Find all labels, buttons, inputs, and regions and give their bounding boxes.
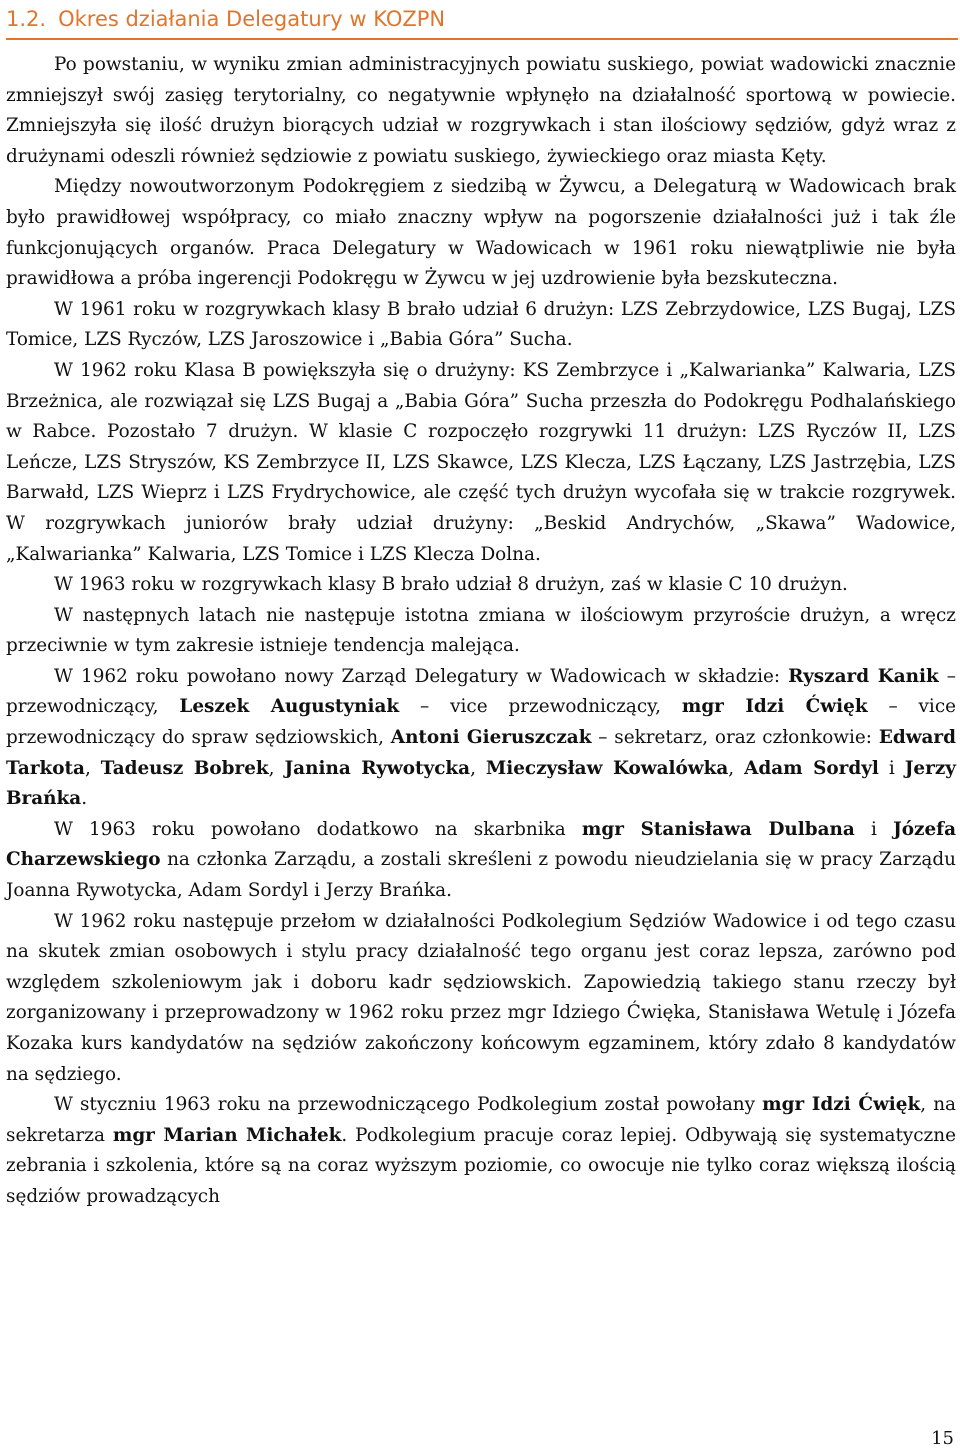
- bold-name: Ryszard Kanik: [788, 665, 939, 687]
- section-heading: [6, 4, 958, 40]
- bold-name: Tadeusz Bobrek: [100, 757, 269, 779]
- section-number: 1.2.: [6, 7, 47, 31]
- bold-name: Antoni Gieruszczak: [390, 727, 592, 749]
- paragraph: [6, 570, 956, 601]
- bold-name: Edward Tarkota: [6, 727, 956, 779]
- paragraph: [6, 815, 956, 907]
- bold-name: Józefa Charzewskiego: [6, 818, 957, 871]
- section-title: Okres działania Delegatury w KOZPN: [58, 7, 446, 31]
- text-run: . Podkolegium pracuje coraz lepiej. Odbywają się systematyczne zebrania i szkolenia, które są na coraz wyższym poziomie, co owocuje nie tylko coraz większą ilością sędziów prowadzących: [6, 1124, 956, 1207]
- paragraph: [6, 295, 956, 356]
- bold-name: mgr Idzi Ćwięk: [762, 1094, 921, 1116]
- text-run: Między nowoutworzonym Podokręgiem z siedzibą w Żywcu, a Delegaturą w Wadowicach brak było prawidłowej współpracy, co miało znaczny wpływ na pogorszenie działalności już i tak źle funkcjonujących organów. Praca Delegatury w Wadowicach w 1961 roku niewątpliwie nie była prawidłowa a próba ingerencji Podokręgu w Żywcu w jej uzdrowienie była bezskuteczna.: [6, 176, 956, 290]
- text-run: – vice przewodniczący,: [399, 696, 682, 718]
- page-number: 15: [931, 1428, 954, 1449]
- text-run: W 1961 roku w rozgrywkach klasy B brało udział 6 drużyn: LZS Zebrzydowice, LZS Bugaj, LZS Tomice, LZS Ryczów, LZS Jaroszowice i „Babia Góra” Sucha.: [6, 298, 956, 351]
- text-run: ,: [728, 757, 745, 779]
- text-run: i: [878, 757, 905, 779]
- text-run: W 1962 roku Klasa B powiększyła się o drużyny: KS Zembrzyce i „Kalwarianka” Kalwaria, LZS Brzeżnica, ale rozwiązał się LZS Bugaj a „Babia Góra” Sucha przeszła do Podokręgu Podhalańskiego w Rabce. Pozostało 7 drużyn. W klasie C rozpoczęło rozgrywki 11 drużyn: LZS Ryczów II, LZS Leńcze, LZS Stryszów, KS Zembrzyce II, LZS Skawce, LZS Klecza, LZS Łączany, LZS Jastrzębia, LZS Barwałd, LZS Wieprz i LZS Frydrychowice, ale część tych drużyn wycofała się w trakcie rozgrywek. W rozgrywkach juniorów brały udział drużyny: „Beskid Andrychów, „Skawa” Wadowice, „Kalwarianka” Kalwaria, LZS Tomice i LZS Klecza Dolna.: [6, 359, 956, 565]
- text-run: .: [81, 788, 88, 810]
- text-run: i: [854, 818, 894, 840]
- paragraph: [6, 662, 956, 815]
- bold-name: mgr Marian Michałek: [112, 1124, 342, 1146]
- text-run: W 1963 roku powołano dodatkowo na skarbnika: [54, 818, 582, 840]
- paragraph: [6, 172, 956, 294]
- text-run: – vice przewodniczący do spraw sędziowskich,: [6, 696, 956, 749]
- text-run: , na sekretarza: [6, 1094, 956, 1146]
- paragraph: [6, 50, 956, 172]
- paragraph: [6, 356, 956, 570]
- text-run: ,: [470, 757, 486, 779]
- paragraph: [6, 907, 956, 1091]
- bold-name: Leszek Augustyniak: [179, 696, 400, 718]
- text-run: ,: [84, 757, 101, 779]
- text-run: W styczniu 1963 roku na przewodniczącego Podkolegium został powołany: [54, 1094, 763, 1116]
- bold-name: mgr Idzi Ćwięk: [681, 696, 868, 718]
- bold-name: Jerzy Brańka: [6, 757, 956, 810]
- text-run: W 1963 roku w rozgrywkach klasy B brało udział 8 drużyn, zaś w klasie C 10 drużyn.: [54, 574, 848, 596]
- text-run: – sekretarz, oraz członkowie:: [591, 727, 879, 749]
- bold-name: Adam Sordyl: [744, 757, 879, 779]
- bold-name: Janina Rywotycka: [284, 757, 471, 779]
- text-run: W 1962 roku powołano nowy Zarząd Delegatury w Wadowicach w składzie:: [54, 665, 789, 687]
- paragraph: [6, 601, 956, 662]
- text-run: ,: [268, 757, 285, 779]
- text-run: na członka Zarządu, a zostali skreśleni z powodu nieudzielania się w pracy Zarządu Joanna Rywotycka, Adam Sordyl i Jerzy Brańka.: [6, 849, 956, 902]
- bold-name: Mieczysław Kowalówka: [485, 757, 729, 779]
- text-run: – przewodniczący,: [6, 665, 957, 718]
- paragraph: [6, 1090, 956, 1212]
- body-text: [6, 50, 956, 1213]
- text-run: Po powstaniu, w wyniku zmian administracyjnych powiatu suskiego, powiat wadowicki znacznie zmniejszył swój zasięg terytorialny, co negatywnie wpłynęło na działalność sportową w powiecie. Zmniejszyła się ilość drużyn biorących udział w rozgrywkach i stan ilościowy sędziów, gdyż wraz z drużynami odeszli również sędziowie z powiatu suskiego, żywieckiego oraz miasta Kęty.: [6, 54, 956, 167]
- text-run: W następnych latach nie następuje istotna zmiana w ilościowym przyroście drużyn, a wręcz przeciwnie w tym zakresie istnieje tendencja malejąca.: [6, 604, 956, 657]
- bold-name: mgr Stanisława Dulbana: [581, 818, 855, 840]
- text-run: W 1962 roku następuje przełom w działalności Podkolegium Sędziów Wadowice i od tego czasu na skutek zmian osobowych i stylu pracy działalność tego organu jest coraz lepsza, zarówno pod względem szkoleniowym jak i doboru kadr sędziowskich. Zapowiedzią takiego stanu rzeczy był zorganizowany i przeprowadzony w 1962 roku przez mgr Idziego Ćwięka, Stanisława Wetulę i Józefa Kozaka kurs kandydatów na sędziów zakończony końcowym egzaminem, który zdało 8 kandydatów na sędziego.: [6, 910, 956, 1085]
